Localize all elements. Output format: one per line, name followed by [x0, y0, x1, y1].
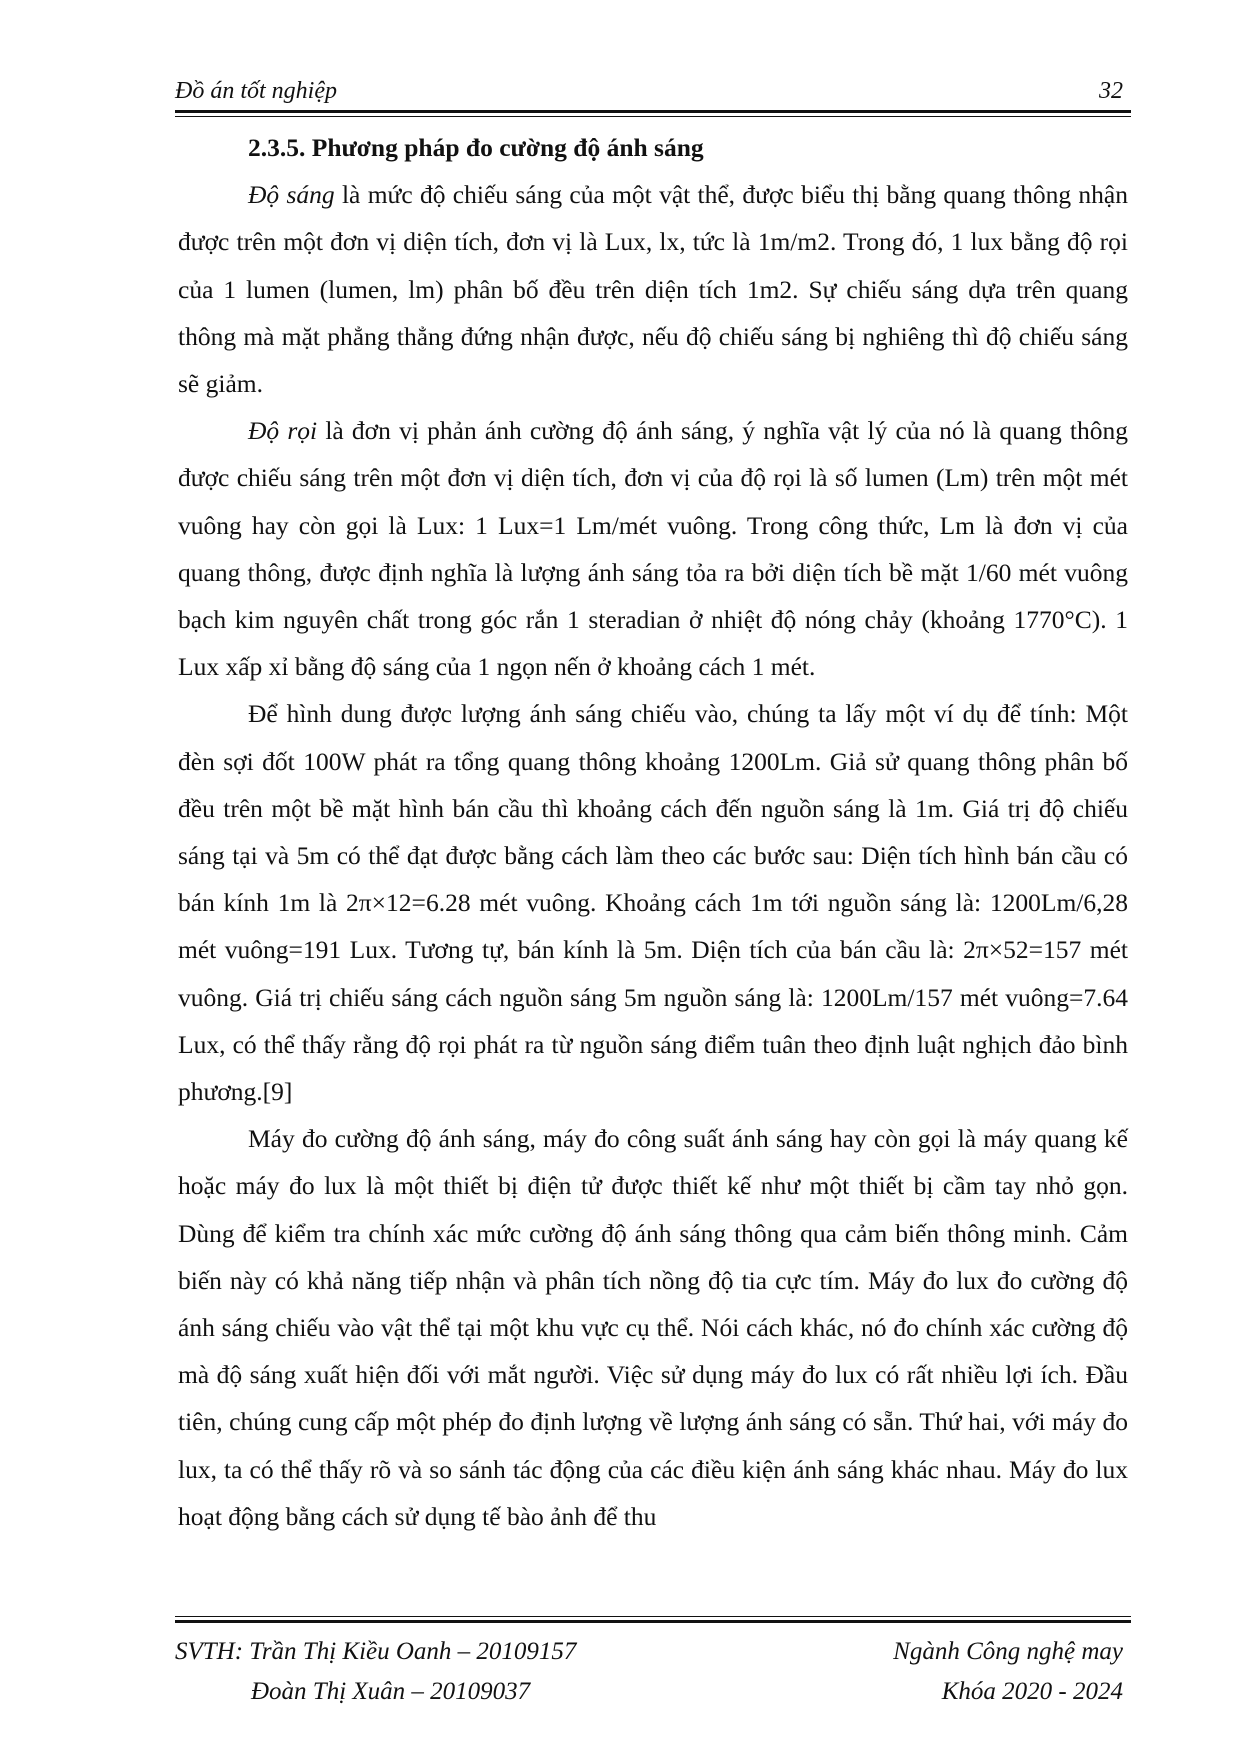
page-body	[178, 124, 1128, 1540]
header-rule-thick	[175, 110, 1131, 113]
footer-rule-thick	[175, 1620, 1131, 1623]
page-footer	[175, 1632, 1131, 1732]
page-header	[175, 72, 1131, 112]
footer-course: Khóa 2020 - 2024	[941, 1678, 1123, 1705]
section-heading: 2.3.5. Phương pháp đo cường độ ánh sáng	[248, 133, 704, 162]
term-illuminance: Độ rọi	[248, 416, 318, 446]
paragraph-illuminance-text: là đơn vị phản ánh cường độ ánh sáng, ý nghĩa vật lý của nó là quang thông được chiếu sáng trên một đơn vị diện tích, đơn vị của độ rọi là số lumen (Lm) trên một mét vuông hay còn gọi là Lux: 1 Lux=1 Lm/mét vuông. Trong công thức, Lm là đơn vị của quang thông, được định nghĩa là lượng ánh sáng tỏa ra bởi diện tích bề mặt 1/60 mét vuông bạch kim nguyên chất trong góc rắn 1 steradian ở nhiệt độ nóng chảy (khoảng 1770°C). 1 Lux xấp xỉ bằng độ sáng của 1 ngọn nến ở khoảng cách 1 mét.	[178, 416, 1128, 682]
term-brightness: Độ sáng	[248, 180, 335, 210]
header-rule-thin	[175, 116, 1131, 117]
paragraph-illuminance	[178, 407, 1128, 690]
paragraph-brightness	[178, 171, 1128, 407]
document-title: Đồ án tốt nghiệp	[175, 78, 337, 104]
footer-major: Ngành Công nghệ may	[893, 1638, 1123, 1665]
footer-rule-thin	[175, 1616, 1131, 1617]
page-number: 32	[1099, 78, 1123, 104]
paragraph-lux-meter: Máy đo cường độ ánh sáng, máy đo công suất ánh sáng hay còn gọi là máy quang kế hoặc máy đo lux là một thiết bị điện tử được thiết kế như một thiết bị cầm tay nhỏ gọn. Dùng để kiểm tra chính xác mức cường độ ánh sáng thông qua cảm biến thông minh. Cảm biến này có khả năng tiếp nhận và phân tích nồng độ tia cực tím. Máy đo lux đo cường độ ánh sáng chiếu vào vật thể tại một khu vực cụ thể. Nói cách khác, nó đo chính xác cường độ mà độ sáng xuất hiện đối với mắt người. Việc sử dụng máy đo lux có rất nhiều lợi ích. Đầu tiên, chúng cung cấp một phép đo định lượng về lượng ánh sáng có sẵn. Thứ hai, với máy đo lux, ta có thể thấy rõ và so sánh tác động của các điều kiện ánh sáng khác nhau. Máy đo lux hoạt động bằng cách sử dụng tế bào ảnh để thu	[178, 1124, 1128, 1531]
footer-student-1: SVTH: Trần Thị Kiều Oanh – 20109157	[175, 1638, 577, 1665]
paragraph-brightness-text: là mức độ chiếu sáng của một vật thể, được biểu thị bằng quang thông nhận được trên một đơn vị diện tích, đơn vị là Lux, lx, tức là 1m/m2. Trong đó, 1 lux bằng độ rọi của 1 lumen (lumen, lm) phân bố đều trên diện tích 1m2. Sự chiếu sáng dựa trên quang thông mà mặt phẳng thẳng đứng nhận được, nếu độ chiếu sáng bị nghiêng thì độ chiếu sáng sẽ giảm.	[178, 180, 1128, 399]
paragraph-example: Để hình dung được lượng ánh sáng chiếu vào, chúng ta lấy một ví dụ để tính: Một đèn sợi đốt 100W phát ra tổng quang thông khoảng 1200Lm. Giả sử quang thông phân bố đều trên một bề mặt hình bán cầu thì khoảng cách đến nguồn sáng là 1m. Giá trị độ chiếu sáng tại và 5m có thể đạt được bằng cách làm theo các bước sau: Diện tích hình bán cầu có bán kính 1m là 2π×12=6.28 mét vuông. Khoảng cách 1m tới nguồn sáng là: 1200Lm/6,28 mét vuông=191 Lux. Tương tự, bán kính là 5m. Diện tích của bán cầu là: 2π×52=157 mét vuông. Giá trị chiếu sáng cách nguồn sáng 5m nguồn sáng là: 1200Lm/157 mét vuông=7.64 Lux, có thể thấy rằng độ rọi phát ra từ nguồn sáng điểm tuân theo định luật nghịch đảo bình phương.[9]	[178, 699, 1128, 1107]
footer-student-2: Đoàn Thị Xuân – 20109037	[251, 1678, 531, 1705]
